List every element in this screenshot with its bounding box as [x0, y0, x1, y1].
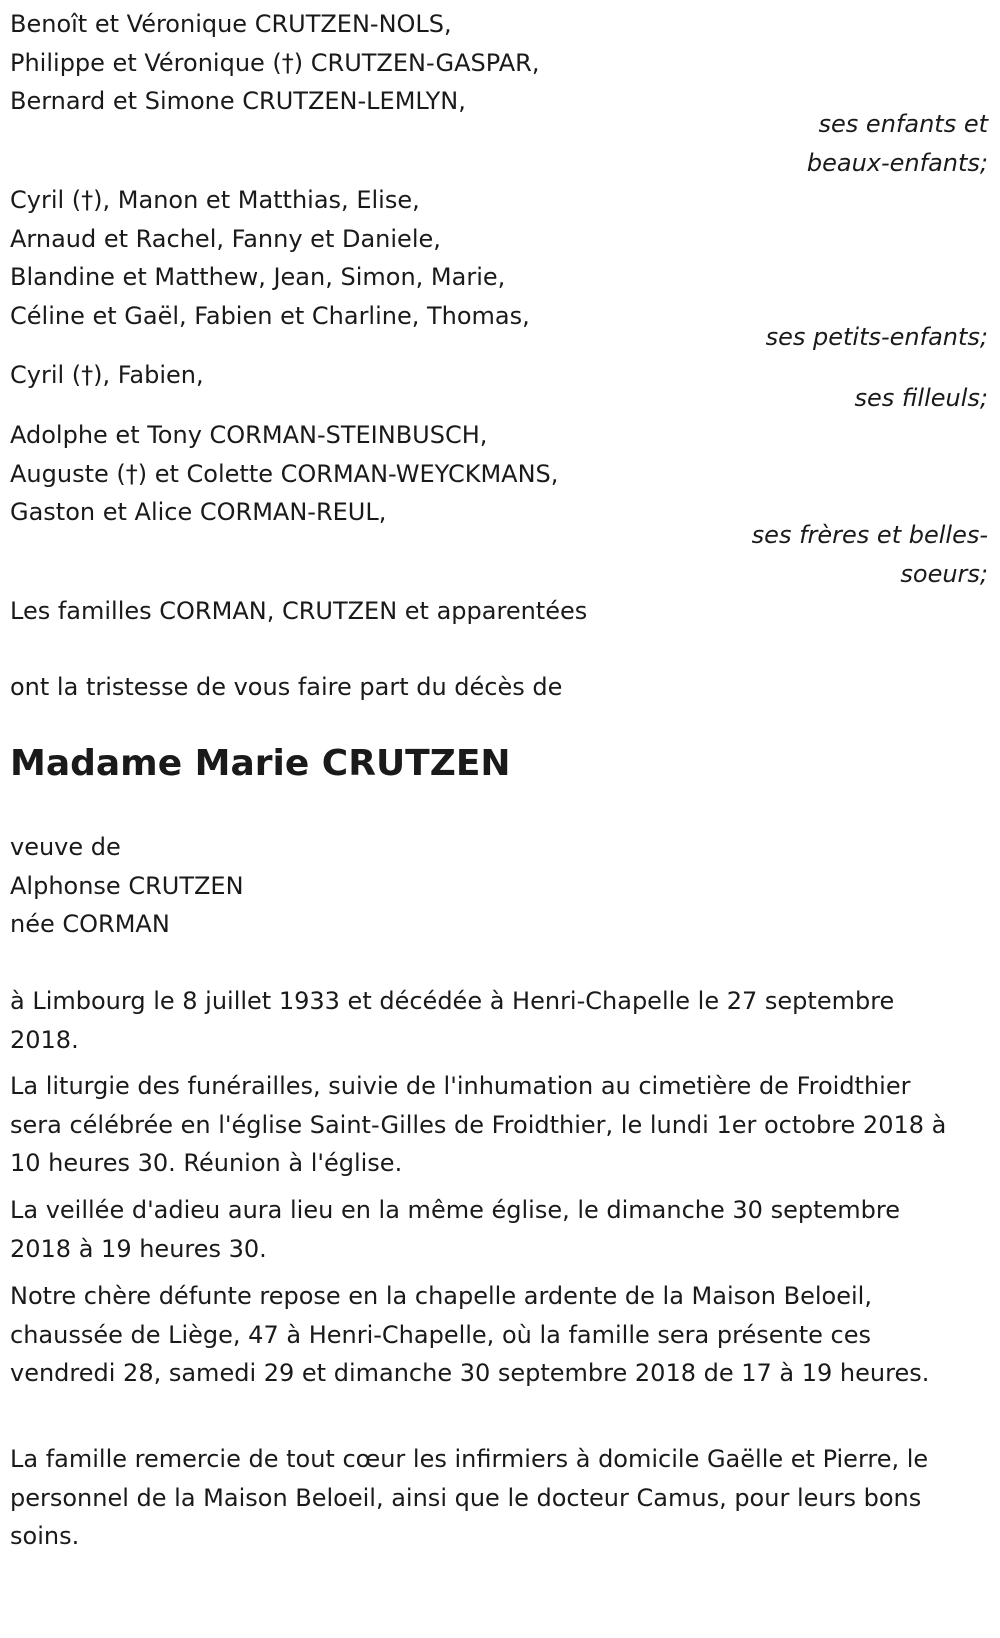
- widow-info: [10, 828, 988, 944]
- thanks-paragraph: La famille remercie de tout cœur les infirmiers à domicile Gaëlle et Pierre, le personnel de la Maison Beloeil, ainsi que le docteur Camus, pour leurs bons soins.: [10, 1445, 929, 1550]
- godchildren-role: ses filleuls;: [854, 384, 988, 412]
- announcement: ont la tristesse de vous faire part du décès de: [10, 673, 563, 701]
- siblings-names: [10, 416, 988, 532]
- siblings-role-line: ses frères et belles-: [751, 521, 988, 549]
- siblings-role: [752, 516, 988, 593]
- widow-line: Alphonse CRUTZEN: [10, 871, 244, 900]
- siblings-role-line: soeurs;: [900, 559, 988, 588]
- grandchildren-name-line: Cyril (†), Manon et Matthias, Elise,: [10, 186, 420, 214]
- children-name-line: Bernard et Simone CRUTZEN-LEMLYN,: [10, 87, 466, 115]
- chapel-paragraph: Notre chère défunte repose en la chapelle ardente de la Maison Beloeil, chaussée de Liège, 47 à Henri-Chapelle, où la famille sera présente ces vendredi 28, samedi 29 et dimanche 30 septembre 2018 de 17 à 19 heures.: [10, 1282, 930, 1387]
- godchildren-names: [10, 356, 988, 395]
- children-role-line: beaux-enfants;: [806, 148, 988, 177]
- siblings-name-line: Auguste (†) et Colette CORMAN-WEYCKMANS,: [10, 459, 559, 488]
- widow-line: née CORMAN: [10, 910, 170, 938]
- families-line: Les familles CORMAN, CRUTZEN et apparentées: [10, 597, 588, 625]
- widow-line: veuve de: [10, 833, 121, 861]
- children-name-line: Benoît et Véronique CRUTZEN-NOLS,: [10, 10, 452, 38]
- birth-death-paragraph: à Limbourg le 8 juillet 1933 et décédée à Henri-Chapelle le 27 septembre 2018.: [10, 987, 895, 1054]
- children-role-line: ses enfants et: [818, 110, 988, 138]
- children-names: [10, 5, 988, 121]
- siblings-name-line: Gaston et Alice CORMAN-REUL,: [10, 498, 387, 526]
- godchildren-name-line: Cyril (†), Fabien,: [10, 361, 204, 389]
- grandchildren-name-line: Arnaud et Rachel, Fanny et Daniele,: [10, 224, 441, 253]
- siblings-name-line: Adolphe et Tony CORMAN-STEINBUSCH,: [10, 421, 488, 449]
- grandchildren-names: [10, 181, 988, 335]
- deceased-name: Madame Marie CRUTZEN: [10, 743, 511, 784]
- grandchildren-name-line: Blandine et Matthew, Jean, Simon, Marie,: [10, 263, 506, 291]
- funeral-paragraph: La liturgie des funérailles, suivie de l'inhumation au cimetière de Froidthier sera célébrée en l'église Saint-Gilles de Froidthier, le lundi 1er octobre 2018 à 10 heures 30. Réunion à l'église.: [10, 1072, 947, 1177]
- children-role: [807, 105, 988, 182]
- vigil-paragraph: La veillée d'adieu aura lieu en la même église, le dimanche 30 septembre 2018 à 19 heures 30.: [10, 1196, 900, 1263]
- children-name-line: Philippe et Véronique (†) CRUTZEN-GASPAR,: [10, 48, 540, 77]
- grandchildren-name-line: Céline et Gaël, Fabien et Charline, Thomas,: [10, 301, 530, 330]
- grandchildren-role: ses petits-enfants;: [765, 323, 988, 351]
